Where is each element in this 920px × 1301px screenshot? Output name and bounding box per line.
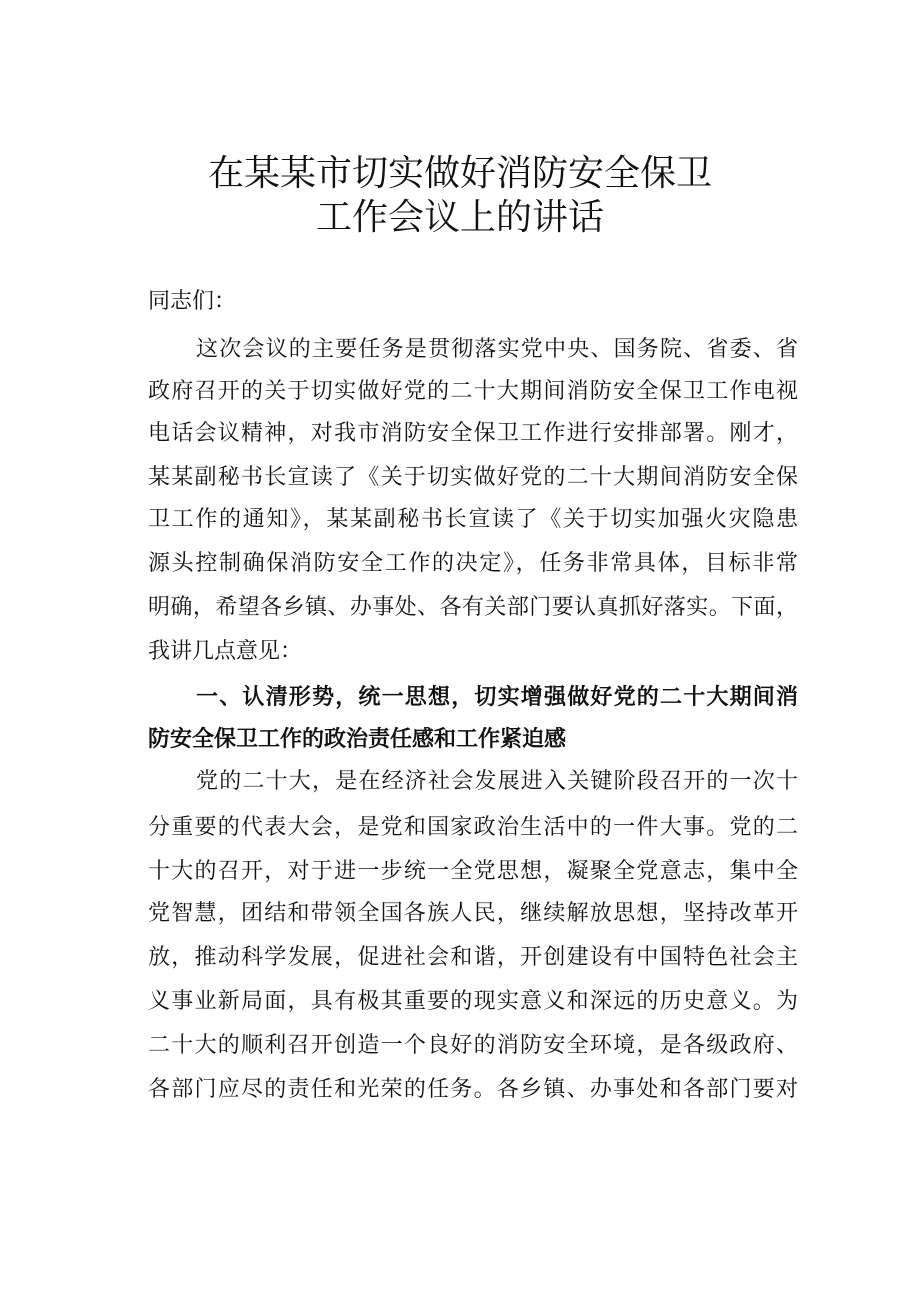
salutation: 同志们：	[148, 289, 237, 314]
paragraph-line: 电话会议精神，对我市消防安全保卫工作进行安排部署。刚才，	[148, 421, 798, 446]
paragraph-line: 某某副秘书长宣读了《关于切实做好党的二十大期间消防安全保	[148, 465, 798, 490]
document-title-line-2: 工作会议上的讲话	[315, 197, 604, 238]
paragraph-line: 源头控制确保消防安全工作的决定》，任务非常具体，目标非常	[148, 551, 798, 576]
section-heading-line: 防安全保卫工作的政治责任感和工作紧迫感	[148, 727, 567, 752]
paragraph-line: 我讲几点意见：	[148, 639, 303, 664]
paragraph-line: 政府召开的关于切实做好党的二十大期间消防安全保卫工作电视	[148, 379, 798, 404]
paragraph-line: 卫工作的通知》，某某副秘书长宣读了《关于切实加强火灾隐患	[148, 507, 798, 532]
section-heading-line: 一、认清形势，统一思想，切实增强做好党的二十大期间消	[196, 685, 798, 710]
paragraph-line: 义事业新局面，具有极其重要的现实意义和深远的历史意义。为	[148, 989, 798, 1014]
paragraph-line: 十大的召开，对于进一步统一全党思想，凝聚全党意志，集中全	[148, 859, 798, 884]
paragraph-line: 这次会议的主要任务是贯彻落实党中央、国务院、省委、省	[196, 337, 798, 362]
paragraph-line: 明确，希望各乡镇、办事处、各有关部门要认真抓好落实。下面，	[148, 595, 798, 620]
paragraph-line: 党的二十大，是在经济社会发展进入关键阶段召开的一次十	[196, 769, 798, 794]
document-title-line-1: 在某某市切实做好消防安全保卫	[207, 153, 712, 194]
paragraph-line: 分重要的代表大会，是党和国家政治生活中的一件大事。党的二	[148, 815, 798, 840]
paragraph-line: 党智慧，团结和带领全国各族人民，继续解放思想，坚持改革开	[148, 901, 798, 926]
paragraph-line: 各部门应尽的责任和光荣的任务。各乡镇、办事处和各部门要对	[148, 1077, 798, 1102]
paragraph-line: 二十大的顺利召开创造一个良好的消防安全环境，是各级政府、	[148, 1033, 798, 1058]
paragraph-line: 放，推动科学发展，促进社会和谐，开创建设有中国特色社会主	[148, 945, 798, 970]
